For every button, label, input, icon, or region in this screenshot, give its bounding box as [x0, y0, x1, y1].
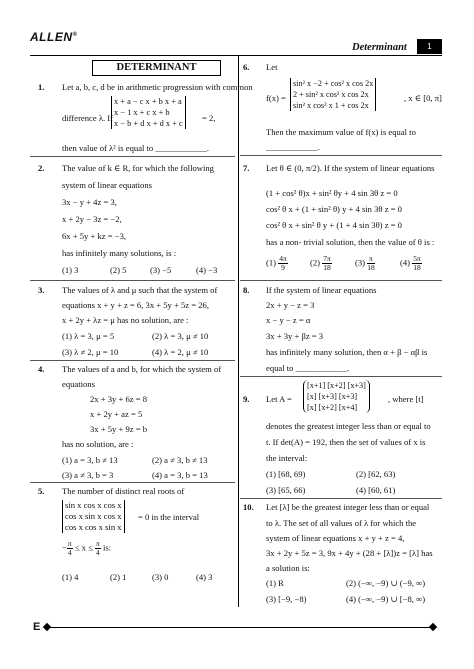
q9-separator — [240, 498, 442, 499]
q9-line1: Let A = — [266, 394, 292, 404]
footer-letter: E — [33, 621, 41, 633]
footer-diamond-right-icon — [429, 623, 437, 631]
page-number: 1 — [417, 39, 442, 54]
q9-row2: [x] [x+3] [x+3] — [307, 392, 358, 401]
q6-line1: Let — [266, 62, 278, 72]
q4-line2: equations — [62, 379, 95, 389]
q5-line2: = 0 in the interval — [138, 512, 200, 522]
q7-option3[interactable]: (3) $\frac{\pi}{18}$ — [355, 254, 375, 272]
q8-eq3: 3x + 3y + βz = 3 — [266, 331, 324, 341]
q10-option2[interactable]: (2) (−∞, −9) ∪ (−9, ∞) — [346, 578, 426, 588]
header-rule — [30, 55, 442, 56]
footer-diamond-left-icon — [43, 623, 51, 631]
q10-option4[interactable]: (4) (−∞, −9) ∪ [−8, ∞) — [346, 594, 426, 604]
q6-number: 6. — [243, 62, 250, 72]
q5-option1[interactable]: (1) 4 — [62, 572, 79, 582]
q3-option4[interactable]: (4) λ = 2, μ ≠ 10 — [152, 347, 209, 357]
q8-separator — [240, 376, 442, 377]
section-title: DETERMINANT — [92, 60, 221, 76]
q4-option1[interactable]: (1) a = 3, b ≠ 13 — [62, 455, 118, 465]
q10-line5: a solution is: — [266, 563, 310, 573]
q7-line2: has a non- trivial solution, then the value of θ is : — [266, 237, 435, 247]
q9-line3: t. If det(A) = 192, then the set of values of x is — [266, 437, 426, 447]
q8-line3: equal to ____________. — [266, 363, 350, 373]
q1-determinant — [111, 96, 186, 129]
q1-line1: Let a, b, c, d be in arithmetic progression with common — [62, 82, 253, 92]
q5-row1: sin x cos x cos x — [65, 500, 122, 510]
q9-option3[interactable]: (3) [65, 66) — [266, 485, 306, 495]
q10-line2: to λ. The set of all values of λ for which the — [266, 518, 417, 528]
q10-line4: 3x + 2y + 5z = 3, 9x + 4y + (28 + [λ])z = [λ] has — [266, 548, 433, 558]
q9-option4[interactable]: (4) [60, 61) — [356, 485, 396, 495]
q4-option3[interactable]: (3) a ≠ 3, b = 3 — [62, 470, 114, 480]
q6-line3: ____________. — [266, 142, 320, 152]
q9-line1b: , where [t] — [388, 394, 424, 404]
q1-line2: difference λ. If — [62, 113, 114, 123]
q5-number: 5. — [38, 486, 45, 496]
q2-option1[interactable]: (1) 3 — [62, 265, 79, 275]
q10-line3: system of linear equations x + y + z = 4, — [266, 533, 405, 543]
q8-number: 8. — [243, 285, 250, 295]
q6-determinant — [290, 78, 376, 111]
q5-option4[interactable]: (4) 3 — [196, 572, 213, 582]
q10-line1: Let [λ] be the greatest integer less than or equal — [266, 502, 430, 512]
q4-separator — [30, 482, 235, 483]
q8-line2: has infinitely many solution, then α + β − αβ is — [266, 347, 428, 357]
q9-line2: denotes the greatest integer less than or equal to — [266, 421, 431, 431]
q7-line1: Let θ ∈ (0, π/2). If the system of linear equations — [266, 163, 435, 173]
q3-option1[interactable]: (1) λ = 3, μ = 5 — [62, 331, 115, 341]
q9-option2[interactable]: (2) [62, 63) — [356, 469, 396, 479]
q7-number: 7. — [243, 163, 250, 173]
q9-number: 9. — [243, 394, 250, 404]
q4-line1: The values of a and b, for which the system of — [62, 364, 222, 374]
q6-row3: sin² x cos² x 1 + cos 2x — [293, 101, 369, 110]
q9-matrix — [303, 380, 370, 413]
q1-row2: x − 1 x + c x + b — [114, 108, 170, 117]
q3-line2: equations x + y + z = 6, 3x + 5y + 5z = 26, — [62, 300, 209, 310]
q4-number: 4. — [38, 364, 45, 374]
q5-line1: The number of distinct real roots of — [62, 486, 185, 496]
column-divider — [238, 56, 239, 607]
q2-eq2: x + 2y − 3z = −2, — [62, 214, 122, 224]
q1-line3: then value of λ² is equal to ____________. — [62, 143, 210, 153]
q3-line3: x + 2y + λz = μ has no solution, are : — [62, 315, 189, 325]
q5-interval: − $\frac{\pi}{4}$ ≤ x ≤ $\frac{\pi}{4}$ is: — [62, 539, 112, 557]
page-topic: Determinant — [352, 42, 407, 53]
q7-separator — [240, 280, 442, 281]
q4-eq1: 2x + 3y + 6z = 8 — [90, 394, 148, 404]
q2-separator — [30, 280, 235, 281]
q1-number: 1. — [38, 82, 45, 92]
q4-eq2: x + 2y + az = 5 — [90, 409, 143, 419]
q5-option3[interactable]: (3) 0 — [152, 572, 169, 582]
footer-rule — [45, 627, 435, 628]
q8-line1: If the system of linear equations — [266, 285, 377, 295]
q2-line1: The value of k ∈ R, for which the following — [62, 163, 214, 173]
q8-eq2: x − y − z = α — [266, 315, 311, 325]
q2-option4[interactable]: (4) −3 — [196, 265, 218, 275]
q3-separator — [30, 360, 235, 361]
q6-row1: sin² x −2 + cos² x cos 2x — [293, 79, 374, 88]
q8-eq1: 2x + y − z = 3 — [266, 300, 315, 310]
q2-number: 2. — [38, 163, 45, 173]
q4-option4[interactable]: (4) a = 3, b = 13 — [152, 470, 208, 480]
q10-number: 10. — [243, 502, 254, 512]
q5-row3: cos x cos x sin x — [65, 522, 122, 532]
q9-row3: [x] [x+2] [x+4] — [307, 403, 358, 412]
q9-row1: [x+1] [x+2] [x+3] — [307, 381, 366, 390]
q2-eq1: 3x − y + 4z = 3, — [62, 197, 117, 207]
q4-option2[interactable]: (2) a ≠ 3, b ≠ 13 — [152, 455, 208, 465]
q10-option3[interactable]: (3) [−9, −8) — [266, 594, 307, 604]
q1-row3: x − b + d x + d x + c — [114, 119, 183, 128]
q3-option2[interactable]: (2) λ = 3, μ ≠ 10 — [152, 331, 209, 341]
q9-line4: the interval: — [266, 453, 308, 463]
q7-option1[interactable]: (1) $\frac{4\pi}{9}$ — [266, 254, 287, 272]
q7-eq3: cos² θ x + sin² θ y + (1 + 4 sin 3θ) z = 0 — [266, 220, 402, 230]
q6-fx: f(x) = — [266, 93, 286, 103]
q3-option3[interactable]: (3) λ ≠ 2, μ = 10 — [62, 347, 119, 357]
q4-line3: has no solution, are : — [62, 439, 134, 449]
q4-eq3: 3x + 5y + 9z = b — [90, 424, 148, 434]
q1-eq: = 2, — [202, 113, 216, 123]
q10-option1[interactable]: (1) R — [266, 578, 284, 588]
q2-option3[interactable]: (3) −5 — [150, 265, 172, 275]
q7-option2[interactable]: (2) $\frac{7\pi}{18}$ — [310, 254, 331, 272]
q6-line2: Then the maximum value of f(x) is equal to — [266, 127, 416, 137]
q2-line3: has infinitely many solutions, is : — [62, 248, 177, 258]
q3-number: 3. — [38, 285, 45, 295]
q2-option2[interactable]: (2) 5 — [110, 265, 127, 275]
q5-row2: cos x sin x cos x — [65, 511, 122, 521]
q7-eq1: (1 + cos² θ)x + sin² θy + 4 sin 3θ z = 0 — [266, 188, 398, 198]
q7-option4[interactable]: (4) $\frac{5\pi}{18}$ — [400, 254, 421, 272]
q7-eq2: cos² θ x + (1 + sin² θ) y + 4 sin 3θ z = 0 — [266, 204, 402, 214]
q9-option1[interactable]: (1) [68, 69) — [266, 469, 306, 479]
q5-determinant — [62, 500, 125, 533]
q6-separator — [240, 155, 442, 156]
q2-line2: system of linear equations — [62, 180, 152, 190]
q2-eq3: 6x + 5y + kz = −3, — [62, 231, 127, 241]
q1-row1: x + a − c x + b x + a — [114, 97, 182, 106]
allen-logo: ALLEN® — [30, 30, 78, 44]
q3-line1: The values of λ and μ such that the system of — [62, 285, 218, 295]
q5-option2[interactable]: (2) 1 — [110, 572, 127, 582]
q6-row2: 2 + sin² x cos² x cos 2x — [293, 90, 369, 99]
q6-domain: , x ∈ [0, π] — [404, 93, 442, 103]
q1-separator — [30, 156, 235, 157]
